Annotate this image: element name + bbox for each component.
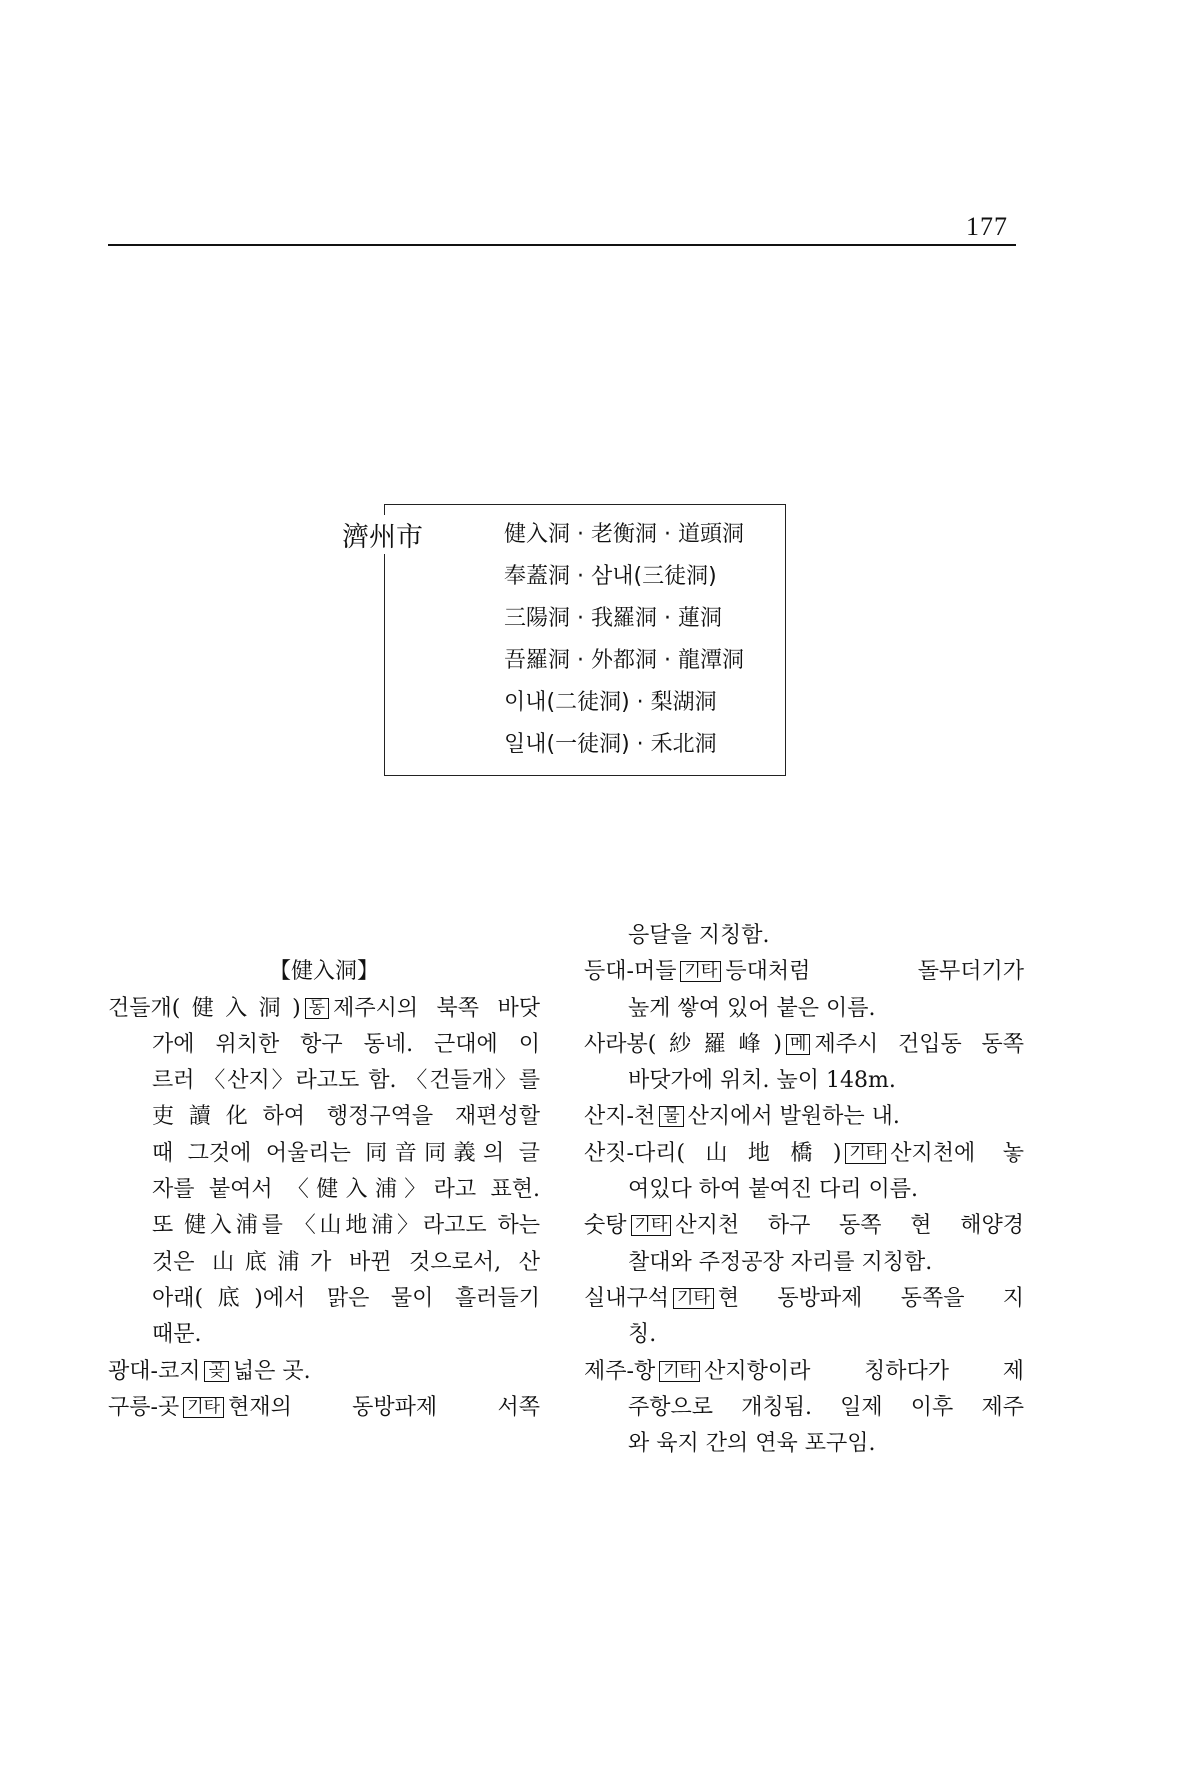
entry [108,1390,540,1426]
entry-head: 산짓-다리(山地橋) [584,1140,842,1166]
entry-text: 넓은 곳. [232,1358,311,1384]
category-tag: 곶 [204,1361,228,1382]
entry-head: 구릉-곳 [108,1394,180,1420]
entry [584,954,1024,1027]
category-tag: 기타 [680,961,721,982]
entry-head: 숫탕 [584,1213,627,1239]
entry-head: 사라봉(紗羅峰) [584,1031,782,1057]
entry-line: 주항으로 개칭됨. 일제 이후 제주 [628,1394,1024,1420]
entry [584,1027,1024,1100]
entry [108,991,540,1354]
district-list [504,514,744,766]
entry-line: 르러 〈산지〉라고도 함. 〈건들개〉를 [152,1068,540,1094]
entry-first-line [108,991,540,1027]
entry-text: 산지천 하구 동쪽 현 해양경 [675,1213,1024,1239]
entry-line: 가에 위치한 항구 동네. 근대에 이 [152,1031,540,1057]
category-tag: 기타 [659,1361,700,1382]
category-tag: 기타 [845,1143,886,1164]
entry-first-line [584,1027,1024,1063]
entry-line: 자를 붙여서 〈健入浦〉라고 표현. [152,1177,540,1203]
entry-text: 제주시 건입동 동쪽 [814,1031,1024,1057]
district-line: 奉蓋洞 · 삼내(三徒洞) [504,564,717,589]
entry-line: 와 육지 간의 연육 포구임. [628,1431,876,1457]
district-title: 濟州市 [338,515,427,554]
category-tag: 기타 [183,1397,224,1418]
entry-line: 아래(底)에서 맑은 물이 흘러들기 [152,1285,540,1311]
entry-text: 제주시의 북쪽 바닷 [333,995,540,1021]
category-tag: 동 [305,998,329,1019]
district-line: 吾羅洞 · 外都洞 · 龍潭洞 [504,648,744,673]
entry-line: 찰대와 주정공장 자리를 지칭함. [628,1249,933,1275]
entry-first-line [584,954,1024,990]
entry-head: 건들개(健入洞) [108,995,301,1021]
entry-first-line [584,1208,1024,1244]
entry [584,1354,1024,1463]
category-tag: 물 [659,1106,683,1127]
entry-line: 높게 쌓여 있어 붙은 이름. [628,995,876,1021]
entry-first-line [108,1390,540,1426]
entry-text: 산지항이라 칭하다가 제 [704,1358,1024,1384]
entry-first-line [108,1354,540,1390]
entry-first-line [584,1136,1024,1172]
page-number: 177 [966,212,1008,241]
header-rule [108,244,1016,246]
district-line: 일내(一徒洞) · 禾北洞 [504,732,717,757]
entry-text: 등대처럼 돌무더기가 [725,959,1024,985]
entry-line: 것은 山底浦가 바뀐 것으로서, 산 [152,1249,540,1275]
entry-head: 등대-머들 [584,959,677,985]
section-heading: 【健入洞】 [268,959,379,985]
entry [584,1281,1024,1354]
entry [108,1354,540,1390]
district-line: 健入洞 · 老衡洞 · 道頭洞 [504,522,744,547]
entry-head: 산지-천 [584,1104,656,1130]
entry [584,1208,1024,1281]
entry [584,1099,1024,1135]
entry-head: 제주-항 [584,1358,656,1384]
entry-line: 칭. [628,1322,657,1348]
district-line: 이내(二徒洞) · 梨湖洞 [504,690,717,715]
entry-head: 실내구석 [584,1285,670,1311]
district-line: 三陽洞 · 我羅洞 · 蓮洞 [504,606,722,631]
entry-line: 때 그것에 어울리는 同音同義의 글 [152,1140,540,1166]
entry-first-line [584,1281,1024,1317]
entry-first-line [584,1099,1024,1135]
entry-text: 산지천에 놓 [890,1140,1024,1166]
entry-text: 산지에서 발원하는 내. [687,1104,900,1130]
entry-first-line [584,1354,1024,1390]
left-column [108,918,540,1426]
category-tag: 기타 [673,1288,714,1309]
entry-head: 광대-코지 [108,1358,201,1384]
entry-line: 또 健入浦를 〈山地浦〉라고도 하는 [152,1213,540,1239]
entry-line: 바닷가에 위치. 높이 148m. [628,1068,896,1094]
entry-line: 吏讀化하여 행정구역을 재편성할 [152,1104,540,1130]
right-column [584,918,1024,1462]
entry-text: 현재의 동방파제 서쪽 [228,1394,540,1420]
entry-text: 현 동방파제 동쪽을 지 [717,1285,1024,1311]
entry-line: 여있다 하여 붙여진 다리 이름. [628,1177,918,1203]
entry [584,1136,1024,1209]
entry-line: 응달을 지칭함. [628,923,770,948]
entry-line: 때문. [152,1322,202,1348]
category-tag: 메 [786,1034,810,1055]
category-tag: 기타 [631,1215,672,1236]
